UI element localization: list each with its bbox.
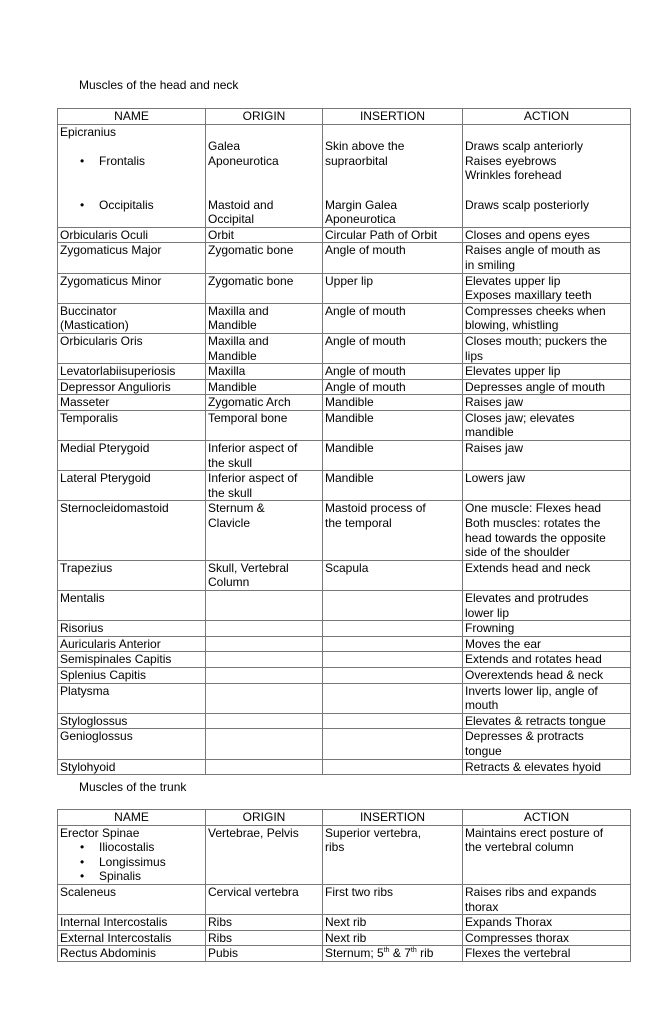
table-row — [58, 364, 631, 380]
section-heading-head-neck: Muscles of the head and neck — [79, 78, 239, 92]
table-row — [58, 379, 631, 395]
table-row — [58, 501, 631, 560]
action-cell: Frowning — [463, 621, 631, 637]
insertion-cell: Angle of mouth — [323, 243, 463, 273]
origin-cell: Zygomatic bone — [206, 243, 323, 273]
origin-cell — [206, 683, 323, 713]
action-cell: Elevates upper lip Exposes maxillary teeth — [463, 273, 631, 303]
muscle-group-name: Epicranius — [60, 124, 117, 139]
origin-cell: Cervical vertebra — [206, 884, 323, 914]
origin-cell — [206, 591, 323, 621]
insertion-cell — [323, 713, 463, 729]
action-cell: Closes mouth; puckers the lips — [463, 333, 631, 363]
action-cell: One muscle: Flexes head Both muscles: rotates the head towards the opposite side of the shoulder — [463, 501, 631, 560]
muscle-name-cell: Risorius — [58, 621, 206, 637]
insertion-cell — [323, 636, 463, 652]
table-row — [58, 273, 631, 303]
muscle-name-cell: Semispinales Capitis — [58, 652, 206, 668]
insertion-cell — [323, 621, 463, 637]
insertion-cell: Circular Path of Orbit — [323, 227, 463, 243]
insertion-cell: Angle of mouth — [323, 379, 463, 395]
insertion-cell — [323, 759, 463, 775]
muscle-name-cell: Orbicularis Oris — [58, 333, 206, 363]
muscle-name-cell: Trapezius — [58, 560, 206, 590]
insertion-cell: Sternum; 5th & 7th rib — [323, 946, 463, 962]
section-heading-trunk: Muscles of the trunk — [79, 780, 187, 794]
muscle-name-cell: Mentalis — [58, 591, 206, 621]
insertion-cell — [323, 683, 463, 713]
table-row — [58, 243, 631, 273]
action-cell: Raises jaw — [463, 395, 631, 411]
muscle-group-name: Erector Spinae — [60, 825, 140, 840]
origin-cell — [206, 729, 323, 759]
origin-cell: Sternum & Clavicle — [206, 501, 323, 560]
insertion-cell: Skin above the supraorbital Margin Galea Aponeurotica — [323, 124, 463, 227]
insertion-cell — [323, 652, 463, 668]
action-cell: Inverts lower lip, angle of mouth — [463, 683, 631, 713]
table-row — [58, 124, 631, 227]
action-cell: Raises angle of mouth as in smiling — [463, 243, 631, 273]
action-cell: Draws scalp anteriorly Raises eyebrows Wrinkles forehead Draws scalp posteriorly — [463, 124, 631, 227]
column-header-action: ACTION — [463, 810, 631, 826]
insertion-cell: Mastoid process of the temporal — [323, 501, 463, 560]
muscle-name-cell: Depressor Angulioris — [58, 379, 206, 395]
origin-cell — [206, 759, 323, 775]
muscle-name-cell: Stylohyoid — [58, 759, 206, 775]
action-cell: Retracts & elevates hyoid — [463, 759, 631, 775]
origin-cell: Inferior aspect of the skull — [206, 471, 323, 501]
origin-cell: Vertebrae, Pelvis — [206, 825, 323, 884]
trunk-muscles-table — [57, 809, 631, 962]
action-cell: Elevates & retracts tongue — [463, 713, 631, 729]
origin-cell: Ribs — [206, 930, 323, 946]
muscle-name-cell: Zygomaticus Major — [58, 243, 206, 273]
origin-cell: Temporal bone — [206, 410, 323, 440]
origin-cell: Zygomatic Arch — [206, 395, 323, 411]
table-row — [58, 930, 631, 946]
table-row — [58, 946, 631, 962]
bullet-item: • Occipitalis — [60, 198, 203, 213]
origin-cell: Zygomatic bone — [206, 273, 323, 303]
muscle-name-cell: Orbicularis Oculi — [58, 227, 206, 243]
insertion-cell — [323, 667, 463, 683]
action-cell: Depresses angle of mouth — [463, 379, 631, 395]
table-row — [58, 825, 631, 884]
action-cell: Depresses & protracts tongue — [463, 729, 631, 759]
muscle-name-cell: Internal Intercostalis — [58, 915, 206, 931]
column-header-name: NAME — [58, 109, 206, 125]
action-cell: Elevates and protrudes lower lip — [463, 591, 631, 621]
muscle-name-cell: Styloglossus — [58, 713, 206, 729]
origin-cell: Inferior aspect of the skull — [206, 441, 323, 471]
table-row — [58, 759, 631, 775]
muscle-name-cell: Masseter — [58, 395, 206, 411]
table-row — [58, 395, 631, 411]
table-row — [58, 729, 631, 759]
insertion-cell: Next rib — [323, 930, 463, 946]
column-header-origin: ORIGIN — [206, 810, 323, 826]
action-cell: Expands Thorax — [463, 915, 631, 931]
insertion-cell: Superior vertebra, ribs — [323, 825, 463, 884]
origin-cell — [206, 636, 323, 652]
column-header-origin: ORIGIN — [206, 109, 323, 125]
origin-cell — [206, 652, 323, 668]
insertion-cell: Mandible — [323, 441, 463, 471]
muscle-name-cell: External Intercostalis — [58, 930, 206, 946]
bullet-item: • Longissimus — [60, 855, 203, 870]
column-header-action: ACTION — [463, 109, 631, 125]
table-row — [58, 652, 631, 668]
insertion-cell: Mandible — [323, 471, 463, 501]
muscle-name-cell: Auricularis Anterior — [58, 636, 206, 652]
table-row — [58, 713, 631, 729]
action-cell: Raises ribs and expands thorax — [463, 884, 631, 914]
action-cell: Raises jaw — [463, 441, 631, 471]
action-cell: Flexes the vertebral — [463, 946, 631, 962]
muscle-name-cell — [58, 825, 206, 884]
table-row — [58, 471, 631, 501]
insertion-cell: Mandible — [323, 395, 463, 411]
insertion-cell: Scapula — [323, 560, 463, 590]
table-row — [58, 884, 631, 914]
action-cell: Compresses thorax — [463, 930, 631, 946]
action-cell: Compresses cheeks when blowing, whistling — [463, 303, 631, 333]
muscle-name-cell: Rectus Abdominis — [58, 946, 206, 962]
muscle-name-cell: Platysma — [58, 683, 206, 713]
muscle-name-cell: Scaleneus — [58, 884, 206, 914]
table-header-row — [58, 810, 631, 826]
action-cell: Closes and opens eyes — [463, 227, 631, 243]
table-header-row — [58, 109, 631, 125]
insertion-cell: Angle of mouth — [323, 303, 463, 333]
action-cell: Extends head and neck — [463, 560, 631, 590]
origin-cell: Galea Aponeurotica Mastoid and Occipital — [206, 124, 323, 227]
insertion-cell: First two ribs — [323, 884, 463, 914]
action-cell: Extends and rotates head — [463, 652, 631, 668]
table-row — [58, 303, 631, 333]
insertion-cell: Angle of mouth — [323, 333, 463, 363]
bullet-item: • Frontalis — [60, 154, 203, 169]
column-header-name: NAME — [58, 810, 206, 826]
muscle-name-cell: Genioglossus — [58, 729, 206, 759]
table-row — [58, 410, 631, 440]
muscle-name-cell: Temporalis — [58, 410, 206, 440]
table-row — [58, 636, 631, 652]
column-header-insertion: INSERTION — [323, 810, 463, 826]
action-cell: Overextends head & neck — [463, 667, 631, 683]
table-row — [58, 915, 631, 931]
origin-cell — [206, 667, 323, 683]
origin-cell: Maxilla and Mandible — [206, 333, 323, 363]
insertion-cell: Next rib — [323, 915, 463, 931]
insertion-cell: Mandible — [323, 410, 463, 440]
table-row — [58, 333, 631, 363]
insertion-cell — [323, 729, 463, 759]
table-row — [58, 560, 631, 590]
action-cell: Lowers jaw — [463, 471, 631, 501]
origin-cell: Ribs — [206, 915, 323, 931]
origin-cell: Pubis — [206, 946, 323, 962]
bullet-item: • Iliocostalis — [60, 840, 203, 855]
table-row — [58, 441, 631, 471]
muscle-name-cell: Splenius Capitis — [58, 667, 206, 683]
action-cell: Maintains erect posture of the vertebral column — [463, 825, 631, 884]
insertion-cell: Upper lip — [323, 273, 463, 303]
muscle-name-cell: Buccinator (Mastication) — [58, 303, 206, 333]
origin-cell: Maxilla — [206, 364, 323, 380]
table-row — [58, 683, 631, 713]
origin-cell — [206, 713, 323, 729]
head-neck-muscles-table — [57, 108, 631, 775]
origin-cell: Mandible — [206, 379, 323, 395]
action-cell: Moves the ear — [463, 636, 631, 652]
column-header-insertion: INSERTION — [323, 109, 463, 125]
muscle-name-cell: Medial Pterygoid — [58, 441, 206, 471]
muscle-name-cell: Sternocleidomastoid — [58, 501, 206, 560]
bullet-item: • Spinalis — [60, 869, 203, 884]
muscle-name-cell: Zygomaticus Minor — [58, 273, 206, 303]
insertion-cell: Angle of mouth — [323, 364, 463, 380]
action-cell: Closes jaw; elevates mandible — [463, 410, 631, 440]
muscle-name-cell — [58, 124, 206, 227]
origin-cell: Maxilla and Mandible — [206, 303, 323, 333]
table-row — [58, 621, 631, 637]
table-row — [58, 667, 631, 683]
muscle-name-cell: Lateral Pterygoid — [58, 471, 206, 501]
origin-cell: Orbit — [206, 227, 323, 243]
muscle-name-cell: Levatorlabiisuperiosis — [58, 364, 206, 380]
table-row — [58, 591, 631, 621]
action-cell: Elevates upper lip — [463, 364, 631, 380]
insertion-cell — [323, 591, 463, 621]
origin-cell — [206, 621, 323, 637]
origin-cell: Skull, Vertebral Column — [206, 560, 323, 590]
table-row — [58, 227, 631, 243]
